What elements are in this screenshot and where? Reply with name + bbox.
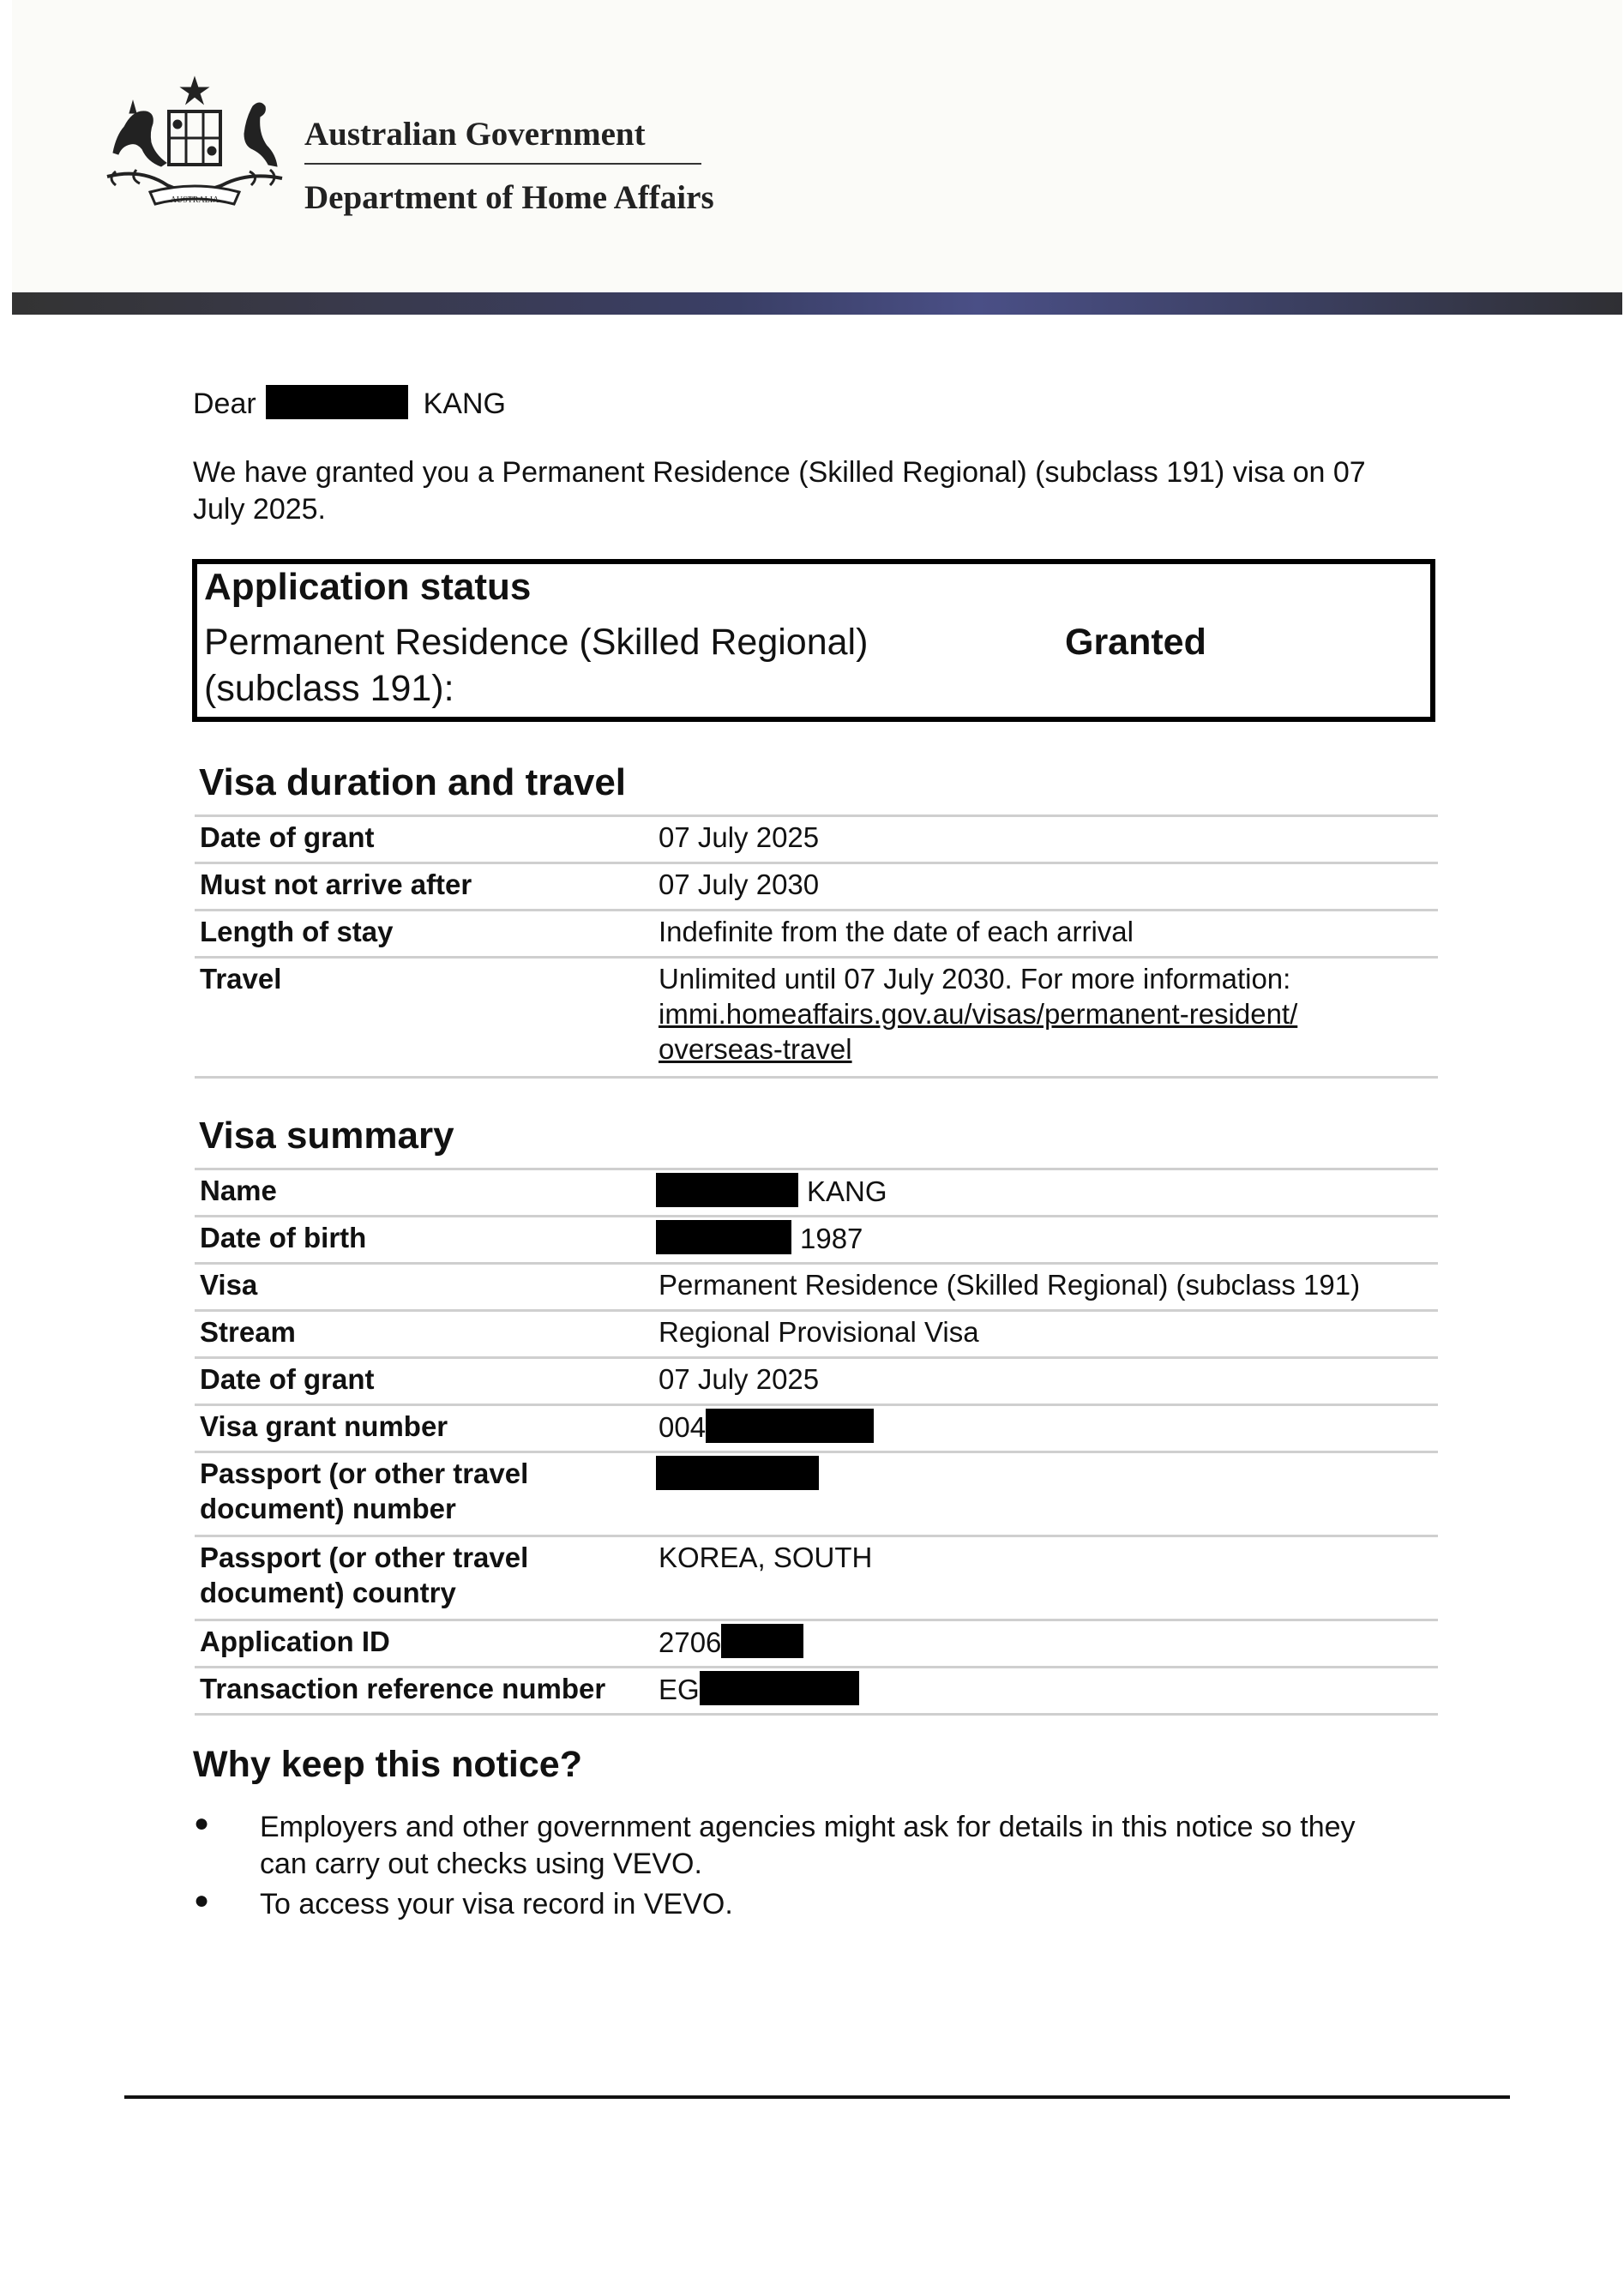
row-label: Application ID — [200, 1626, 390, 1657]
salutation-surname: KANG — [423, 388, 506, 420]
name-surname: KANG — [807, 1175, 887, 1207]
row-label: Name — [200, 1175, 277, 1206]
row-label: Length of stay — [200, 916, 394, 947]
grant-number-prefix: 004 — [659, 1411, 707, 1443]
row-label: Transaction reference number — [200, 1673, 606, 1704]
salutation-word: Dear — [193, 388, 256, 420]
application-status-heading: Application status — [204, 566, 532, 608]
application-status-box — [192, 559, 1435, 722]
row-label: Visa grant number — [200, 1410, 448, 1442]
row-value: 07 July 2025 — [659, 1363, 820, 1395]
table-row — [195, 1309, 1438, 1356]
status-label-line-2: (subclass 191): — [204, 668, 454, 709]
travel-info-link-cont[interactable]: overseas-travel — [659, 1033, 852, 1065]
crest-scroll-text: AUSTRALIA — [170, 195, 220, 205]
intro-line-1: We have granted you a Permanent Residence (Skilled Regional) (subclass 191) visa on 07 — [193, 456, 1366, 489]
summary-table — [195, 1168, 1438, 1716]
row-value: Indefinite from the date of each arrival — [659, 916, 1134, 947]
trn-prefix: EG — [659, 1674, 700, 1705]
bullet-icon: ● — [194, 1809, 210, 1837]
row-label: Must not arrive after — [200, 869, 472, 900]
row-label — [200, 1540, 646, 1610]
row-value — [659, 1671, 1430, 1707]
table-row — [195, 1535, 1438, 1619]
notice-bullet-1-line-2: can carry out checks using VEVO. — [260, 1848, 702, 1880]
row-label-line-1: Passport (or other travel — [200, 1458, 529, 1489]
row-value — [656, 1173, 1428, 1209]
redacted-transaction-number — [700, 1671, 859, 1705]
footer-rule — [124, 2095, 1510, 2099]
redacted-passport-number — [656, 1456, 819, 1490]
row-label: Visa — [200, 1269, 258, 1301]
status-label-line-1: Permanent Residence (Skilled Regional) — [204, 622, 869, 663]
row-value — [659, 1624, 1430, 1660]
table-row — [195, 1168, 1438, 1215]
row-value — [659, 1409, 1430, 1445]
row-label: Date of grant — [200, 1363, 375, 1395]
redacted-application-id — [721, 1624, 803, 1658]
row-value: Permanent Residence (Skilled Regional) (subclass 191) — [659, 1269, 1361, 1301]
status-value: Granted — [1065, 622, 1206, 663]
table-row — [195, 956, 1438, 1079]
table-row — [195, 862, 1438, 909]
row-label: Travel — [200, 963, 282, 995]
salutation-line — [193, 385, 506, 422]
row-value: KOREA, SOUTH — [659, 1542, 873, 1573]
table-row — [195, 909, 1438, 956]
row-label: Stream — [200, 1316, 296, 1348]
notice-bullet-2: To access your visa record in VEVO. — [260, 1888, 733, 1920]
department-name: Department of Home Affairs — [304, 179, 714, 216]
row-label-line-2: document) number — [200, 1493, 456, 1524]
coat-of-arms-icon — [99, 75, 291, 218]
status-visa-label — [204, 619, 976, 712]
redacted-birth-date — [656, 1220, 791, 1254]
row-label — [200, 1456, 646, 1526]
notice-bullet-1-line-1: Employers and other government agencies might ask for details in this notice so they — [260, 1811, 1356, 1843]
row-value: Regional Provisional Visa — [659, 1316, 979, 1348]
government-name: Australian Government — [304, 116, 646, 153]
table-row — [195, 1451, 1438, 1535]
duration-heading: Visa duration and travel — [199, 761, 627, 803]
row-value — [656, 1220, 1428, 1256]
table-row — [195, 1262, 1438, 1309]
row-value: 07 July 2030 — [659, 869, 820, 900]
redacted-grant-number — [706, 1409, 874, 1443]
bullet-icon: ● — [194, 1886, 210, 1914]
row-label-line-1: Passport (or other travel — [200, 1542, 529, 1573]
table-row — [195, 1403, 1438, 1451]
row-value: 07 July 2025 — [659, 821, 820, 853]
summary-heading: Visa summary — [199, 1115, 454, 1157]
row-label: Date of birth — [200, 1222, 367, 1253]
notice-heading: Why keep this notice? — [193, 1744, 582, 1785]
travel-info-link[interactable]: immi.homeaffairs.gov.au/visas/permanent-resident/ — [659, 998, 1298, 1030]
redacted-given-name — [656, 1173, 798, 1207]
intro-line-2: July 2025. — [193, 493, 326, 526]
application-id-prefix: 2706 — [659, 1626, 722, 1658]
table-row — [195, 1666, 1438, 1716]
table-row — [195, 1619, 1438, 1666]
table-row — [195, 814, 1438, 862]
table-row — [195, 1215, 1438, 1262]
row-value — [656, 1456, 1428, 1492]
travel-text: Unlimited until 07 July 2030. For more information: — [659, 963, 1291, 995]
redacted-given-name — [266, 385, 408, 419]
dob-year: 1987 — [800, 1223, 863, 1254]
table-row — [195, 1356, 1438, 1403]
row-value — [659, 961, 1430, 1067]
title-divider — [304, 163, 701, 165]
row-label-line-2: document) country — [200, 1577, 456, 1608]
letterhead-band — [12, 292, 1622, 315]
duration-table — [195, 814, 1438, 1079]
row-label: Date of grant — [200, 821, 375, 853]
